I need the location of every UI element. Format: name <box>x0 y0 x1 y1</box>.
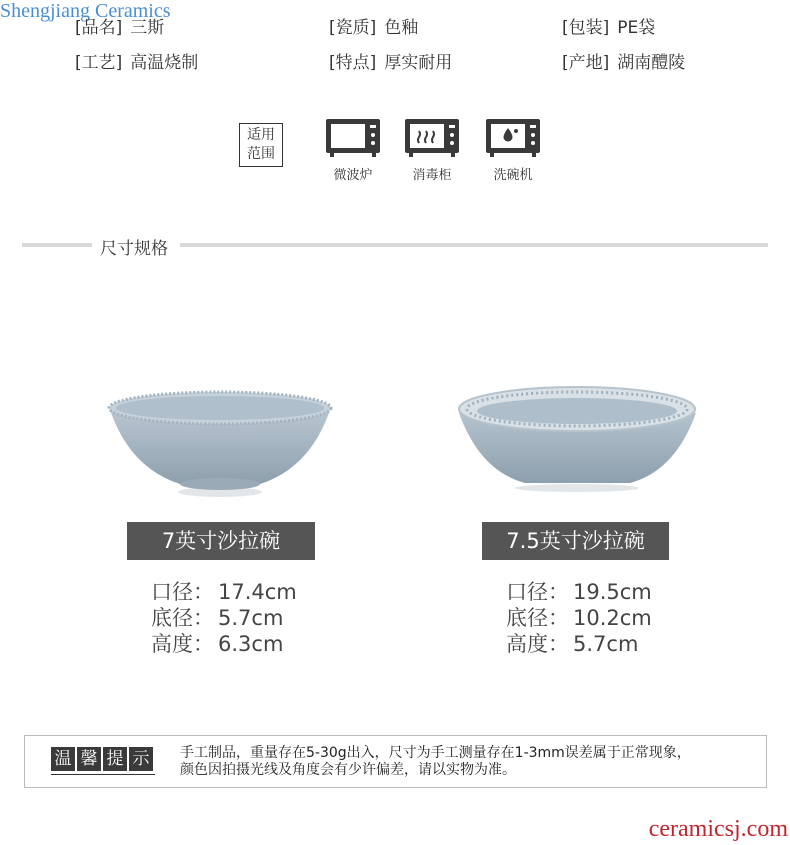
bowl-7-inch-image <box>100 380 340 500</box>
notice-underline <box>51 774 155 775</box>
bowl-7-5-inch-image <box>455 375 700 495</box>
notice-text: 手工制品，重量存在5-30g出入，尺寸为手工测量存在1-3mm误差属于正常现象， 颜色因拍摄光线及角度会有少许偏差，请以实物为准。 <box>180 745 691 778</box>
appliance-sterilizer <box>403 118 461 183</box>
spec-craft: [工艺] 高温烧制 <box>75 53 199 73</box>
sterilizer-icon <box>404 118 460 158</box>
appliance-label: 微波炉 <box>333 168 373 183</box>
product-name-bar: 7英寸沙拉碗 <box>127 522 315 560</box>
spec-packaging: [包装] PE袋 <box>562 18 656 38</box>
dim-row: 口径： 19.5cm <box>506 580 652 604</box>
product-name-bar: 7.5英寸沙拉碗 <box>482 522 669 560</box>
dim-row: 口径： 17.4cm <box>151 580 297 604</box>
size-section-header <box>22 233 768 257</box>
watermark-top: Shengjiang Ceramics <box>0 0 171 22</box>
divider-line <box>22 243 92 247</box>
dim-row: 高度： 6.3cm <box>151 632 284 656</box>
microwave-icon <box>325 118 381 158</box>
notice-tag: 馨 <box>77 747 101 771</box>
divider-line <box>180 243 768 247</box>
dim-row: 底径： 5.7cm <box>151 606 284 630</box>
notice-title <box>51 747 155 771</box>
appliance-label: 洗碗机 <box>493 168 533 183</box>
size-section-title: 尺寸规格 <box>100 239 168 259</box>
spec-material: [瓷质] 色釉 <box>329 18 419 38</box>
spec-product-name: [品名] 三斯 <box>75 18 165 38</box>
dishwasher-icon <box>485 118 541 158</box>
appliance-dishwasher <box>484 118 542 183</box>
spec-origin: [产地] 湖南醴陵 <box>562 53 686 73</box>
dim-row: 底径： 10.2cm <box>506 606 652 630</box>
notice-box <box>24 735 767 788</box>
usage-scope-label: 适用 范围 <box>239 123 283 167</box>
product-dimensions <box>506 579 652 657</box>
spec-feature: [特点] 厚实耐用 <box>329 53 453 73</box>
appliance-label: 消毒柜 <box>412 168 452 183</box>
appliance-microwave <box>324 118 382 183</box>
product-dimensions <box>151 579 297 657</box>
watermark-bottom: ceramicsj.com <box>648 816 788 842</box>
dim-row: 高度： 5.7cm <box>506 632 639 656</box>
notice-tag: 示 <box>129 747 153 771</box>
notice-tag: 温 <box>51 747 75 771</box>
notice-tag: 提 <box>103 747 127 771</box>
